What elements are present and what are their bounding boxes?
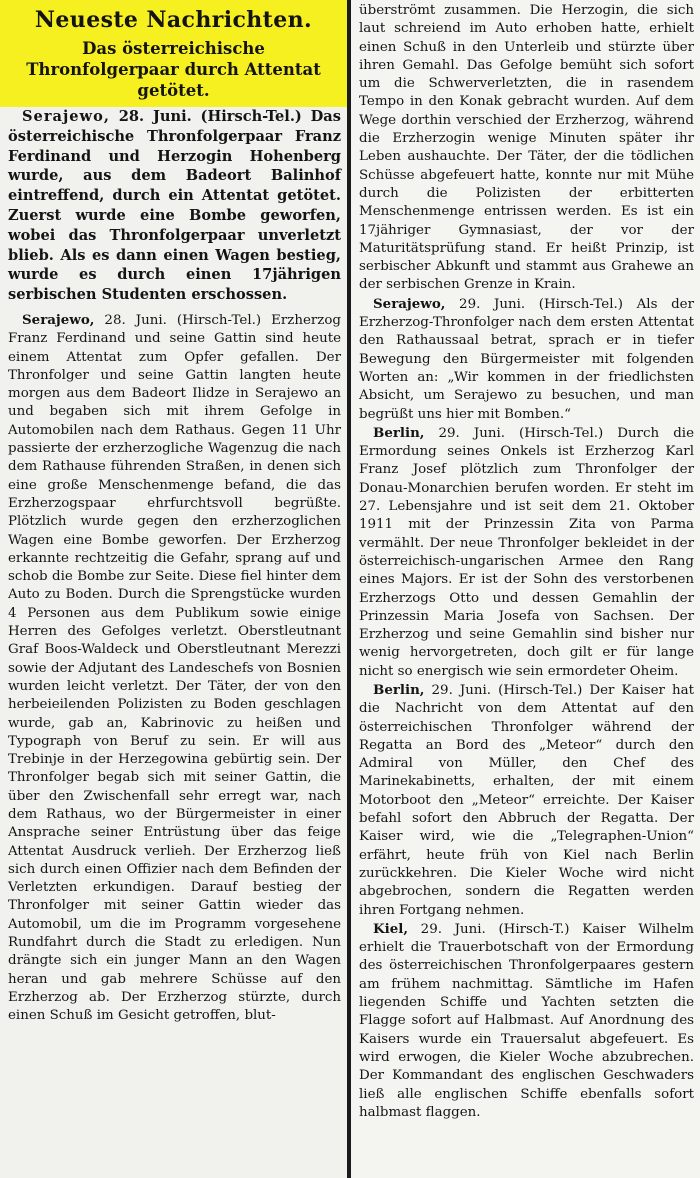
article-paragraph-continued	[359, 2, 694, 295]
article-text: Der Kaiser hat die Nachricht von dem Attentat auf den österreichischen Thronfolger während der Regatta an Bord des „Meteor“ durch den Admiral von Müller, den Chef des Marinekabinetts, erhalten, der mit einem Motorboot den „Meteor“ erreichte. Der Kaiser befahl sofort den Abbruch der Regatta. Der Kaiser wird, wie die „Telegraphen-Union“ erfährt, heute früh von Kiel nach Berlin zurückkehren. Die Kieler Woche wird nicht abgebrochen, sondern die Regatten werden ihren Fortgang nehmen.	[359, 682, 695, 918]
article-dateline: Berlin,	[373, 681, 425, 698]
article-text-continued: überströmt zusammen. Die Herzogin, die sich laut schreiend im Auto erhoben hatte, erhielt einen Schuß in den Unterleib und stürzte über ihren Gemahl. Das Gefolge bemüht sich sofort um die Schwerverletzten, die in rasendem Tempo in den Konak gebracht wurden. Auf dem Wege dorthin verschied der Erzherzog, während die Erzherzogin wenige Minuten später ihr Leben aushauchte. Der Täter, der die tödlichen Schüsse abgefeuert hatte, konnte nur mit Mühe durch die Polizisten der erbitterten Menschenmenge entrissen werden. Es ist ein 17jähriger Gymnasiast, der vor der Maturitätsprüfung stand. Er heißt Prinzip, ist serbischer Abkunft und stammt aus Grahewe an der serbischen Grenze in Krain.	[359, 3, 694, 293]
article-kiel	[351, 920, 700, 1122]
lead-source: (Hirsch-Tel.)	[200, 108, 302, 125]
article-paragraph	[359, 295, 694, 424]
article-berlin-thronfolger	[351, 424, 700, 681]
article-serajewo-28	[0, 311, 347, 1026]
article-meta: 29. Juni. (Hirsch-T.)	[420, 921, 570, 937]
lead-dateline: Serajewo,	[22, 108, 110, 125]
headline-highlight	[0, 0, 347, 107]
article-text: Erzherzog Franz Ferdinand und seine Gattin sind heute einem Attentat zum Opfer gefallen. Der Thronfolger und seine Gattin langten heute morgen aus dem Badeort Ilidze in Serajewo an und begaben sich mit ihrem Gefolge in Automobilen nach dem Rathaus. Gegen 11 Uhr passierte der erzherzogliche Wagenzug die nach dem Rathause führenden Straßen, in denen sich eine große Menschenmenge befand, die das Erzherzogspaar ehrfurchtsvoll begrüßte. Plötzlich wurde gegen den erzherzoglichen Wagen eine Bombe geworfen. Der Erzherzog erkannte rechtzeitig die Gefahr, sprang auf und schob die Bombe zur Seite. Diese fiel hinter dem Auto zu Boden. Durch die Sprengstücke wurden 4 Personen aus dem Publikum sowie einige Herren des Gefolges verletzt. Oberstleutnant Graf Boos-Waldeck und Oberstleutnant Merezzi sowie der Adjutant des Landeschefs von Bosnien wurden leicht verletzt. Der Täter, der von den herbeieilenden Polizisten zu Boden geschlagen wurde, gab an, Kabrinovic zu heißen und Typograph von Beruf zu sein. Er will aus Trebinje in der Herzegowina gebürtig sein. Der Thronfolger begab sich mit seiner Gattin, die über den Zwischenfall sehr erregt war, nach dem Rathaus, wo der Bürgermeister in einer Ansprache seiner Entrüstung über das feige Attentat Ausdruck verlieh. Der Erzherzog ließ sich durch einen Offizier nach dem Befinden der Verletzten erkundigen. Darauf bestieg der Thronfolger mit seiner Gattin wieder das Automobil, um die im Programm vorgesehene Rundfahrt durch die Stadt zu erledigen. Nun drängte sich ein junger Mann an den Wagen heran und gab mehrere Schüsse auf den Erzherzog ab. Der Erzherzog stürzte, durch einen Schuß im Gesicht getroffen, blut-	[8, 312, 341, 1024]
article-dateline: Serajewo,	[373, 295, 446, 312]
lead-article	[0, 107, 347, 305]
article-text: Kaiser Wilhelm erhielt die Trauerbotschaft von der Ermordung des österreichischen Thronfolgerpaares gestern am frühem nachmittag. Sämtliche im Hafen liegenden Schiffe und Yachten setzten die Flagge sofort auf Halbmast. Auf Anordnung des Kaisers wurde ein Trauersalut abgefeuert. Es wird erwogen, die Kieler Woche abzubrechen. Der Kommandant des englischen Geschwaders ließ alle englischen Schiffe ebenfalls sofort halbmast flaggen.	[359, 921, 694, 1120]
article-meta: 29. Juni. (Hirsch-Tel.)	[459, 296, 623, 312]
article-paragraph	[359, 424, 694, 681]
article-text: Als der Erzherzog-Thronfolger nach dem ersten Attentat den Rathaussaal betrat, sprach er in tiefer Bewegung den Bürgermeister mit folgenden Worten an: „Wir kommen in der friedlichsten Absicht, um Serajewo zu besuchen, und man begrüßt uns hier mit Bomben.“	[359, 296, 694, 422]
article-dateline: Kiel,	[373, 920, 408, 937]
left-column	[0, 0, 347, 1178]
article-paragraph	[359, 681, 694, 920]
article-paragraph	[8, 311, 341, 1026]
article-dateline: Serajewo,	[22, 311, 95, 328]
lead-date: 28. Juni.	[118, 108, 192, 125]
article-dateline: Berlin,	[373, 424, 425, 441]
article-serajewo-29	[351, 295, 700, 424]
lead-paragraph	[8, 107, 341, 305]
article-meta: 29. Juni. (Hirsch-Tel.)	[438, 425, 604, 441]
headline: Neueste Nachrichten.	[34, 7, 313, 33]
article-serajewo-28-continued	[351, 2, 700, 295]
right-column	[351, 0, 700, 1178]
article-berlin-kaiser	[351, 681, 700, 920]
article-paragraph	[359, 920, 694, 1122]
article-text: Durch die Ermordung seines Onkels ist Erzherzog Karl Franz Josef plötzlich zum Thronfolger der Donau-Monarchien berufen worden. Er steht im 27. Lebensjahre und ist seit dem 21. Oktober 1911 mit der Prinzessin Zita von Parma vermählt. Der neue Thronfolger bekleidet in der österreichisch-ungarischen Armee den Rang eines Majors. Er ist der Sohn des verstorbenen Erzherzogs Otto und dessen Gemahlin der Prinzessin Maria Josefa von Sachsen. Der Erzherzog und seine Gemahlin sind bisher nur wenig hervorgetreten, doch gilt er für lange nicht so energisch wie sein ermordeter Oheim.	[359, 425, 694, 679]
lead-text: Das österreichische Thronfolgerpaar Franz Ferdinand und Herzogin Hohenberg wurde, aus dem Badeort Balinhof eintreffend, durch ein Attentat getötet. Zuerst wurde eine Bombe geworfen, wobei das Thronfolgerpaar unverletzt blieb. Als es dann einen Wagen bestieg, wurde es durch einen 17jährigen serbischen Studenten erschossen.	[8, 108, 341, 304]
article-meta: 28. Juni. (Hirsch-Tel.)	[104, 312, 262, 328]
article-meta: 29. Juni. (Hirsch-Tel.)	[431, 682, 583, 698]
subheadline: Das österreichische Thronfolgerpaar durch Attentat getötet.	[26, 39, 321, 100]
